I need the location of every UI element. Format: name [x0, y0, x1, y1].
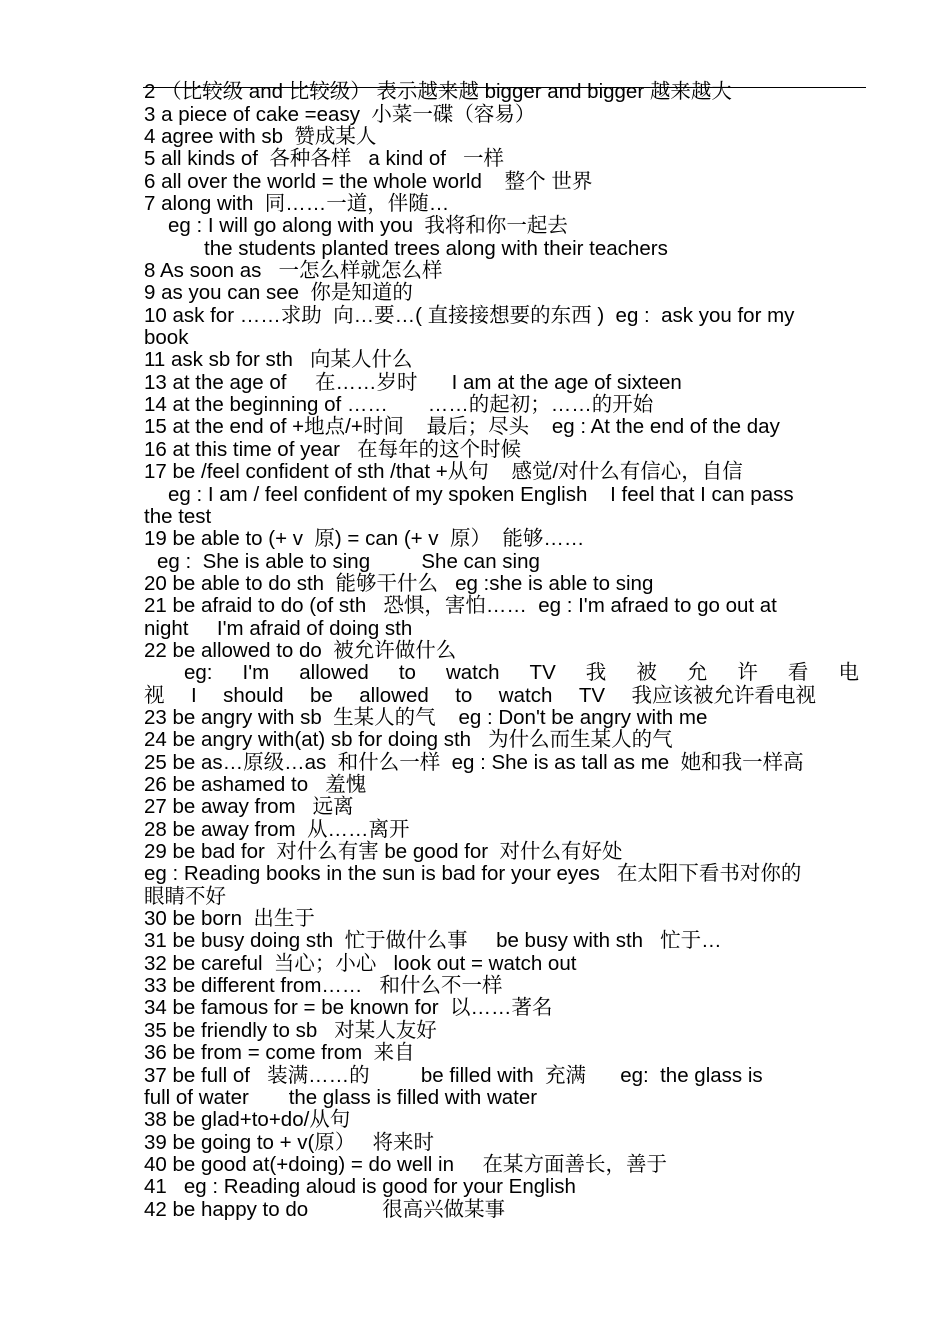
text-line-3: 4 agree with sb 赞成某人 [144, 125, 377, 148]
justified-word: 允 [686, 661, 708, 684]
justified-word: to [398, 661, 416, 684]
justified-word: watch [498, 684, 553, 707]
text-line-1: 2 （比较级 and 比较级） 表示越来越 bigger and bigger 越来越大 [144, 80, 732, 103]
text-line-14: 13 at the age of 在……岁时 I am at the age of sixteen [144, 371, 682, 394]
justified-word: 被 [636, 661, 657, 684]
justified-word: be [309, 684, 333, 707]
text-line-50: 41 eg : Reading aloud is good for your English [144, 1175, 576, 1198]
text-line-6: 7 along with 同……一道，伴随… [144, 192, 450, 215]
text-line-17: 16 at this time of year 在每年的这个时候 [144, 438, 522, 461]
justified-word: 视 [144, 684, 165, 707]
text-line-48: 39 be going to + v(原） 将来时 [144, 1131, 434, 1154]
text-line-2: 3 a piece of cake =easy 小菜一碟（容易） [144, 103, 536, 126]
text-line-7: eg : I will go along with you 我将和你一起去 [168, 214, 568, 237]
text-line-5: 6 all over the world = the whole world 整个 世界 [144, 170, 593, 193]
text-line-41: 33 be different from…… 和什么不一样 [144, 974, 503, 997]
text-line-13: 11 ask sb for sth 向某人什么 [144, 348, 413, 371]
text-line-45: 37 be full of 装满……的 be filled with 充满 eg: the glass is [144, 1064, 763, 1087]
text-line-27 [184, 662, 859, 684]
text-line-42: 34 be famous for = be known for 以……著名 [144, 996, 553, 1019]
text-line-4: 5 all kinds of 各种各样 a kind of 一样 [144, 147, 505, 170]
text-line-37: 眼睛不好 [144, 885, 226, 908]
text-line-36: eg : Reading books in the sun is bad for your eyes 在太阳下看书对你的 [144, 862, 802, 885]
text-line-33: 27 be away from 远离 [144, 795, 354, 818]
justified-word: 许 [737, 661, 758, 684]
text-line-24: 21 be afraid to do (of sth 恐惧，害怕…… eg : I'm afraed to go out at [144, 594, 777, 617]
justified-word: TV [529, 661, 556, 684]
text-line-12: book [144, 326, 189, 349]
justified-word: watch [445, 661, 500, 684]
justified-word: TV [578, 684, 606, 707]
text-line-35: 29 be bad for 对什么有害 be good for 对什么有好处 [144, 840, 623, 863]
text-line-8: the students planted trees along with their teachers [204, 237, 668, 260]
text-line-31: 25 be as…原级…as 和什么一样 eg : She is as tall as me 她和我一样高 [144, 751, 804, 774]
justified-word: to [455, 684, 473, 707]
text-line-44: 36 be from = come from 来自 [144, 1041, 415, 1064]
justified-word: allowed [299, 661, 369, 684]
text-line-47: 38 be glad+to+do/从句 [144, 1108, 351, 1131]
text-line-26: 22 be allowed to do 被允许做什么 [144, 639, 457, 662]
justified-word: 我应该被允许看电视 [631, 684, 816, 707]
text-line-22: eg : She is able to sing She can sing [157, 550, 540, 573]
text-line-34: 28 be away from 从……离开 [144, 818, 410, 841]
text-line-10: 9 as you can see 你是知道的 [144, 281, 413, 304]
text-line-11: 10 ask for ……求助 向…要…( 直接接想要的东西 ) eg : ask you for my [144, 304, 795, 327]
text-line-20: the test [144, 505, 212, 528]
text-line-51: 42 be happy to do 很高兴做某事 [144, 1198, 506, 1221]
justified-word: 电 [838, 661, 859, 684]
text-line-43: 35 be friendly to sb 对某人友好 [144, 1019, 437, 1042]
text-line-15: 14 at the beginning of …… ……的起初；……的开始 [144, 393, 654, 416]
text-line-19: eg : I am / feel confident of my spoken English I feel that I can pass [168, 483, 794, 506]
text-line-46: full of water the glass is filled with water [144, 1086, 538, 1109]
text-line-39: 31 be busy doing sth 忙于做什么事 be busy with sth 忙于… [144, 929, 722, 952]
text-line-38: 30 be born 出生于 [144, 907, 315, 930]
justified-word: I [190, 684, 197, 707]
justified-word: 我 [585, 661, 607, 684]
text-line-9: 8 As soon as 一怎么样就怎么样 [144, 259, 443, 282]
text-line-29: 23 be angry with sb 生某人的气 eg : Don't be angry with me [144, 706, 708, 729]
text-line-18: 17 be /feel confident of sth /that +从句 感觉/对什么有信心，自信 [144, 460, 743, 483]
justified-word: allowed [359, 684, 429, 707]
text-line-40: 32 be careful 当心；小心 look out = watch out [144, 952, 577, 975]
text-line-21: 19 be able to (+ v 原) = can (+ v 原） 能够…… [144, 527, 585, 550]
text-line-25: night I'm afraid of doing sth [144, 617, 413, 640]
text-line-32: 26 be ashamed to 羞愧 [144, 773, 367, 796]
text-line-23: 20 be able to do sth 能够干什么 eg :she is able to sing [144, 572, 654, 595]
justified-word: I'm [242, 661, 270, 684]
justified-word: 看 [787, 661, 809, 684]
justified-word: eg: [184, 661, 213, 684]
justified-word: should [223, 684, 284, 707]
text-line-16: 15 at the end of +地点/+时间 最后；尽头 eg : At the end of the day [144, 415, 780, 438]
text-line-30: 24 be angry with(at) sb for doing sth 为什么而生某人的气 [144, 728, 673, 751]
text-line-49: 40 be good at(+doing) = do well in 在某方面善长，善于 [144, 1153, 667, 1176]
text-line-28 [144, 685, 816, 707]
